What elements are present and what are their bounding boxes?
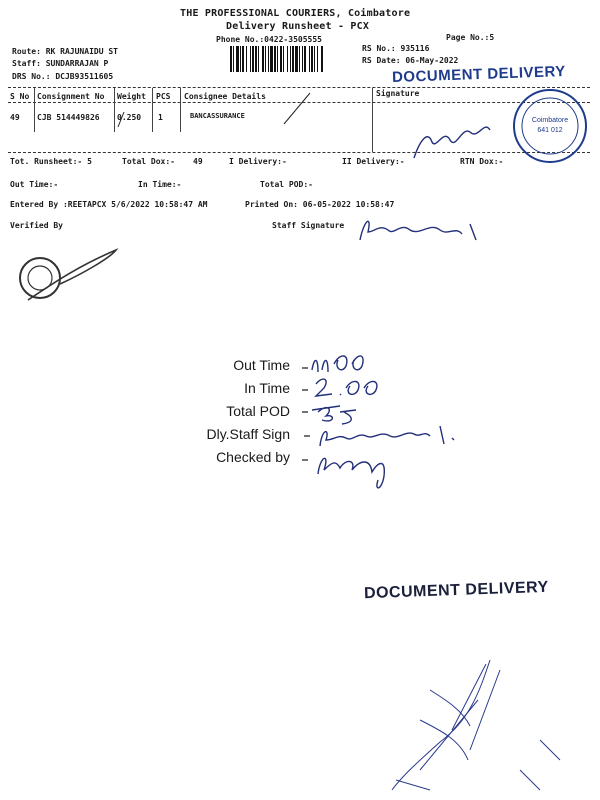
rs-number: RS No.: 935116 [362,44,430,53]
runsheet-subtitle: Delivery Runsheet - PCX [226,21,370,32]
summary-checked-by-label: Checked by [216,449,290,465]
total-dox-value: 49 [193,157,203,166]
svg-text:641 012: 641 012 [537,127,563,134]
i-delivery: I Delivery:- [229,157,287,166]
total-pod-label: Total POD:- [260,180,313,189]
dash-marks [302,368,310,460]
summary-dly-staff-sign-label: Dly.Staff Sign [206,426,290,442]
col-header-weight: Weight [117,92,146,101]
entered-by: Entered By :REETAPCX 5/6/2022 10:58:47 AM [10,200,208,209]
svg-text:Coimbatore: Coimbatore [531,117,569,124]
staff-signature [360,221,476,240]
phone-number: Phone No.:0422-3505555 [216,35,322,44]
out-time-label: Out Time:- [10,180,59,189]
summary-total-pod-label: Total POD [226,403,290,419]
ii-delivery: II Delivery:- [342,157,405,166]
document-delivery-stamp-bottom: DOCUMENT DELIVERY [363,578,550,603]
company-seal [514,90,586,162]
row-weight: 0.250 [117,113,142,122]
summary-in-time-label: In Time [244,380,290,396]
total-dox-label: Total Dox:- [122,157,175,166]
handwritten-total-pod [312,406,356,424]
col-header-pcs: PCS [156,92,171,101]
row-pcs: 1 [158,113,163,122]
slash-mark [118,112,124,127]
row-consignee: BANCASSURANCE [190,112,245,120]
summary-out-time-label: Out Time [233,357,290,373]
page-number: Page No.:5 [446,33,495,42]
slash-mark [284,93,310,124]
col-header-consignee: Consignee Details [184,92,266,101]
consignee-signature [414,127,490,158]
rtn-dox: RTN Dox:- [460,157,504,166]
verified-seal [20,250,116,300]
row-consignment: CJB 514449826 [37,113,100,122]
handwritten-out-time [312,356,363,372]
company-title: THE PROFESSIONAL COURIERS, Coimbatore [180,8,411,19]
rs-date: RS Date: 06-May-2022 [362,56,459,65]
staff: Staff: SUNDARRAJAN P [12,59,109,68]
col-header-signature: Signature [376,89,420,98]
handwritten-checked-by [318,458,384,488]
bottom-scribbles [392,660,560,790]
in-time-label: In Time:- [138,180,182,189]
row-sno: 49 [10,113,20,122]
document-delivery-stamp-top: DOCUMENT DELIVERY [391,62,567,87]
handwritten-in-time [316,379,377,396]
handwritten-dly-staff-sign [320,426,454,446]
printed-on: Printed On: 06-05-2022 10:58:47 [245,200,395,209]
route: Route: RK RAJUNAIDU ST [12,47,118,56]
col-header-consignment: Consignment No [37,92,105,101]
col-header-sno: S No [10,92,30,101]
total-runsheet: Tot. Runsheet:- 5 [10,157,92,166]
staff-signature-label: Staff Signature [272,221,345,230]
drs-number: DRS No.: DCJB93511605 [12,72,114,81]
verified-by: Verified By [10,221,63,230]
